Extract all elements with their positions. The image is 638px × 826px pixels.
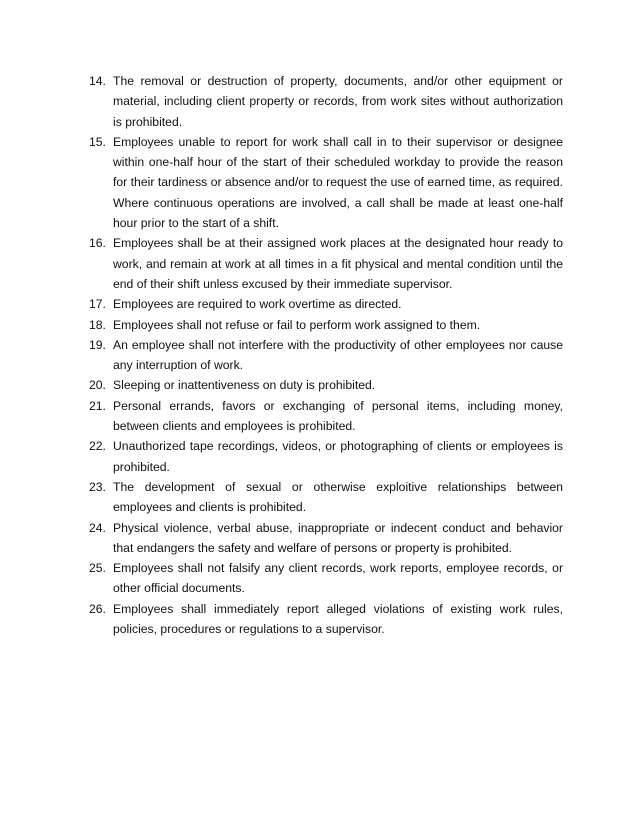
rule-number: 20.: [89, 378, 106, 393]
work-rules-list: [89, 71, 563, 639]
rule-item-15: [89, 132, 563, 233]
rule-text: Physical violence, verbal abuse, inappropriate or indecent conduct and behavior that endangers the safety and welfare of persons or property is prohibited.: [113, 520, 563, 555]
rule-text: Employees shall not refuse or fail to perform work assigned to them.: [113, 317, 481, 332]
rule-number: 23.: [89, 479, 106, 494]
rule-item-20: [89, 375, 563, 395]
rule-text: Employees shall immediately report alleged violations of existing work rules, policies, procedures or regulations to a supervisor.: [113, 601, 563, 637]
rule-number: 19.: [89, 337, 106, 352]
rule-number: 14.: [89, 74, 106, 88]
rule-text: Employees are required to work overtime as directed.: [113, 297, 402, 312]
rule-number: 15.: [89, 134, 106, 149]
rule-number: 22.: [89, 439, 106, 454]
rule-text: Unauthorized tape recordings, videos, or photographing of clients or employees is prohibited.: [113, 439, 563, 474]
rule-item-21: [89, 396, 563, 437]
rule-item-14: [89, 71, 563, 132]
rule-item-23: [89, 477, 563, 518]
rule-item-17: [89, 294, 563, 314]
rule-text: Employees shall be at their assigned work places at the designated hour ready to work, and remain at work at all times in a fit physical and mental condition until the end of their shift unless excused by their immediate supervisor.: [113, 236, 563, 291]
rule-item-24: [89, 518, 563, 559]
rule-text: The removal or destruction of property, documents, and/or other equipment or material, including client property or records, from work sites without authorization is prohibited.: [113, 74, 563, 129]
rule-item-16: [89, 233, 563, 294]
rule-number: 24.: [89, 520, 106, 535]
rule-text: Employees shall not falsify any client records, work reports, employee records, or other official documents.: [113, 561, 563, 596]
rule-text: Sleeping or inattentiveness on duty is prohibited.: [113, 378, 376, 393]
rule-text: The development of sexual or otherwise exploitive relationships between employees and clients is prohibited.: [113, 479, 563, 515]
rule-number: 18.: [89, 317, 106, 332]
rule-number: 17.: [89, 297, 106, 312]
rule-text: Personal errands, favors or exchanging of personal items, including money, between clients and employees is prohibited.: [113, 398, 563, 434]
rule-item-18: [89, 315, 563, 335]
rule-text: An employee shall not interfere with the productivity of other employees nor cause any interruption of work.: [113, 337, 563, 373]
rule-item-26: [89, 599, 563, 640]
rule-item-22: [89, 436, 563, 477]
rule-number: 25.: [89, 561, 106, 576]
rule-number: 21.: [89, 398, 106, 413]
rule-item-25: [89, 558, 563, 599]
rule-text: Employees unable to report for work shall call in to their supervisor or designee within one-half hour of the start of their scheduled workday to provide the reason for their tardiness or absence and/or to request the use of earned time, as required. Where continuous operations are involved, a call shall be made at least one-half hour prior to the start of a shift.: [113, 134, 563, 231]
rule-number: 16.: [89, 236, 106, 251]
rule-item-19: [89, 335, 563, 376]
rule-number: 26.: [89, 601, 106, 616]
